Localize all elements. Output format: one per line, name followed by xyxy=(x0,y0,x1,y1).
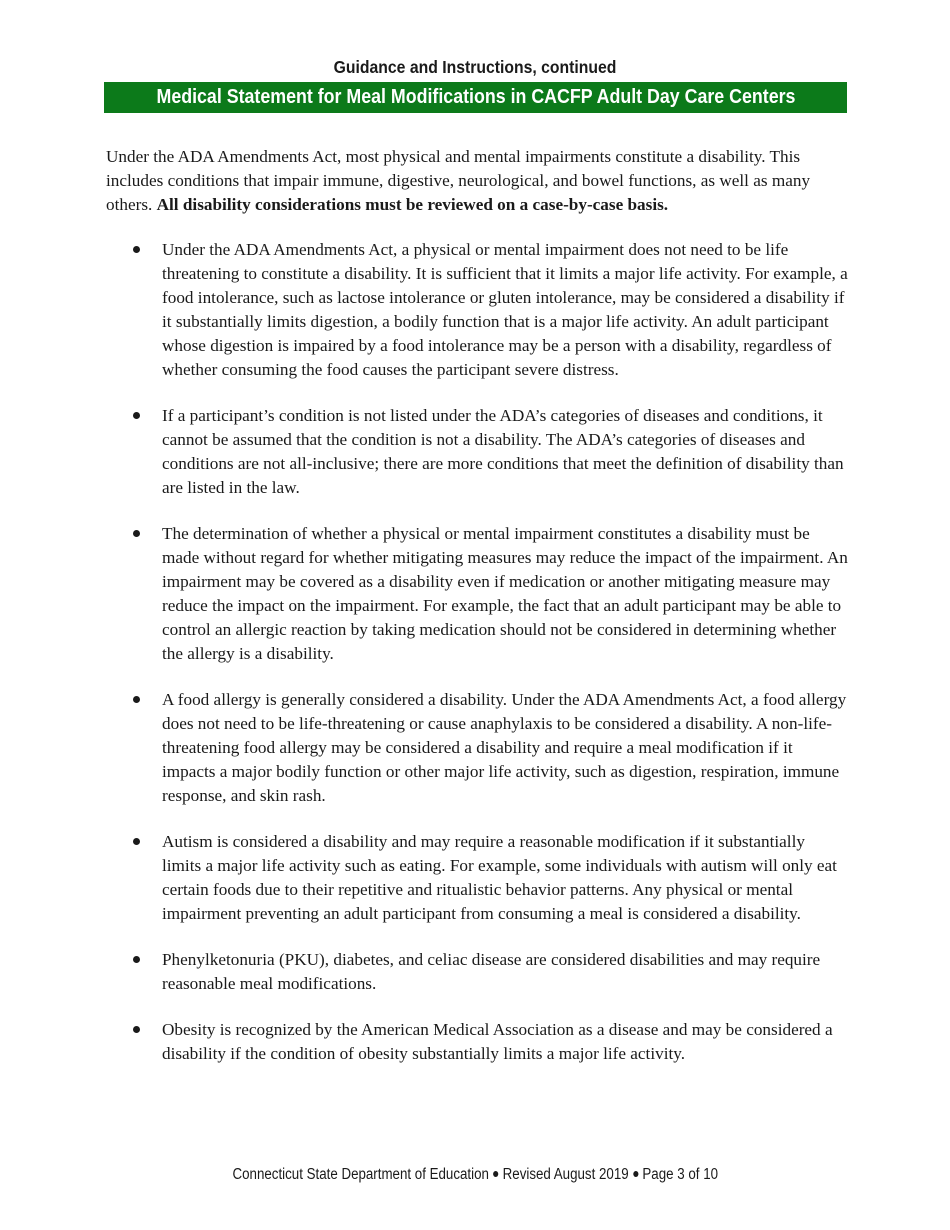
intro-paragraph xyxy=(106,145,824,217)
bullet-text: A food allergy is generally considered a disability. Under the ADA Amendments Act, a food allergy does not need to be life-threatening or cause anaphylaxis to be considered a disability. A non-life-threatening food allergy may be considered a disability and require a meal modification if it impacts a major bodily function or other major life activity, such as digestion, respiration, immune response, and skin rash. xyxy=(162,690,847,805)
bullet-text: Under the ADA Amendments Act, a physical or mental impairment does not need to be life threatening to constitute a disability. It is sufficient that it limits a major life activity. For example, a food intolerance, such as lactose intolerance or gluten intolerance, may be considered a disability if it substantially limits digestion, a bodily function that is a major life activity. An adult participant whose digestion is impaired by a food intolerance may be a person with a disability, regardless of whether consuming the food causes the participant severe distress. xyxy=(162,240,848,379)
bullet-icon xyxy=(133,412,140,419)
bullet-icon xyxy=(133,1026,140,1033)
intro-bold-text: All disability considerations must be reviewed on a case-by-case basis. xyxy=(156,195,669,214)
bullet-item xyxy=(130,522,848,666)
bullet-separator-icon xyxy=(493,1171,498,1177)
banner-title: Medical Statement for Meal Modifications in CACFP Adult Day Care Centers xyxy=(156,86,795,108)
intro-text: Under the ADA Amendments Act, most physical and mental impairments constitute a disability. This includes conditions that impair immune, digestive, neurological, and bowel functions, as well as many others. xyxy=(106,147,811,214)
footer-organization: Connecticut State Department of Education xyxy=(232,1166,489,1183)
bullet-item xyxy=(130,404,848,500)
bullet-icon xyxy=(133,246,140,253)
footer-revision: Revised August 2019 xyxy=(502,1166,629,1183)
bullet-text: If a participant’s condition is not listed under the ADA’s categories of diseases and conditions, it cannot be assumed that the condition is not a disability. The ADA’s categories of diseases and conditions are not all-inclusive; there are more conditions that meet the definition of disability than are listed in the law. xyxy=(162,406,844,497)
bullet-item xyxy=(130,238,848,382)
bullet-separator-icon xyxy=(633,1171,638,1177)
bullet-text: Obesity is recognized by the American Medical Association as a disease and may be considered a disability if the condition of obesity substantially limits a major life activity. xyxy=(162,1020,833,1063)
page-footer xyxy=(0,1166,950,1184)
bullet-item xyxy=(130,1018,848,1066)
bullet-icon xyxy=(133,956,140,963)
bullet-text: Autism is considered a disability and may require a reasonable modification if it substantially limits a major life activity such as eating. For example, some individuals with autism will only eat certain foods due to their repetitive and ritualistic behavior patterns. Any physical or mental impairment preventing an adult participant from consuming a meal is considered a disability. xyxy=(162,832,837,923)
footer-page-number: Page 3 of 10 xyxy=(642,1166,718,1183)
bullet-icon xyxy=(133,838,140,845)
bullet-list xyxy=(130,238,848,1088)
bullet-icon xyxy=(133,530,140,537)
bullet-item xyxy=(130,948,848,996)
bullet-icon xyxy=(133,696,140,703)
bullet-text: Phenylketonuria (PKU), diabetes, and celiac disease are considered disabilities and may require reasonable meal modifications. xyxy=(162,950,821,993)
page-subtitle: Guidance and Instructions, continued xyxy=(333,57,617,77)
bullet-item xyxy=(130,830,848,926)
bullet-item xyxy=(130,688,848,808)
bullet-text: The determination of whether a physical or mental impairment constitutes a disability must be made without regard for whether mitigating measures may reduce the impact of the impairment. An impairment may be covered as a disability even if medication or another mitigating measure may reduce the impact on the impairment. For example, the fact that an adult participant may be able to control an allergic reaction by taking medication should not be considered in determining whether the allergy is a disability. xyxy=(162,524,848,663)
title-banner xyxy=(104,82,847,113)
